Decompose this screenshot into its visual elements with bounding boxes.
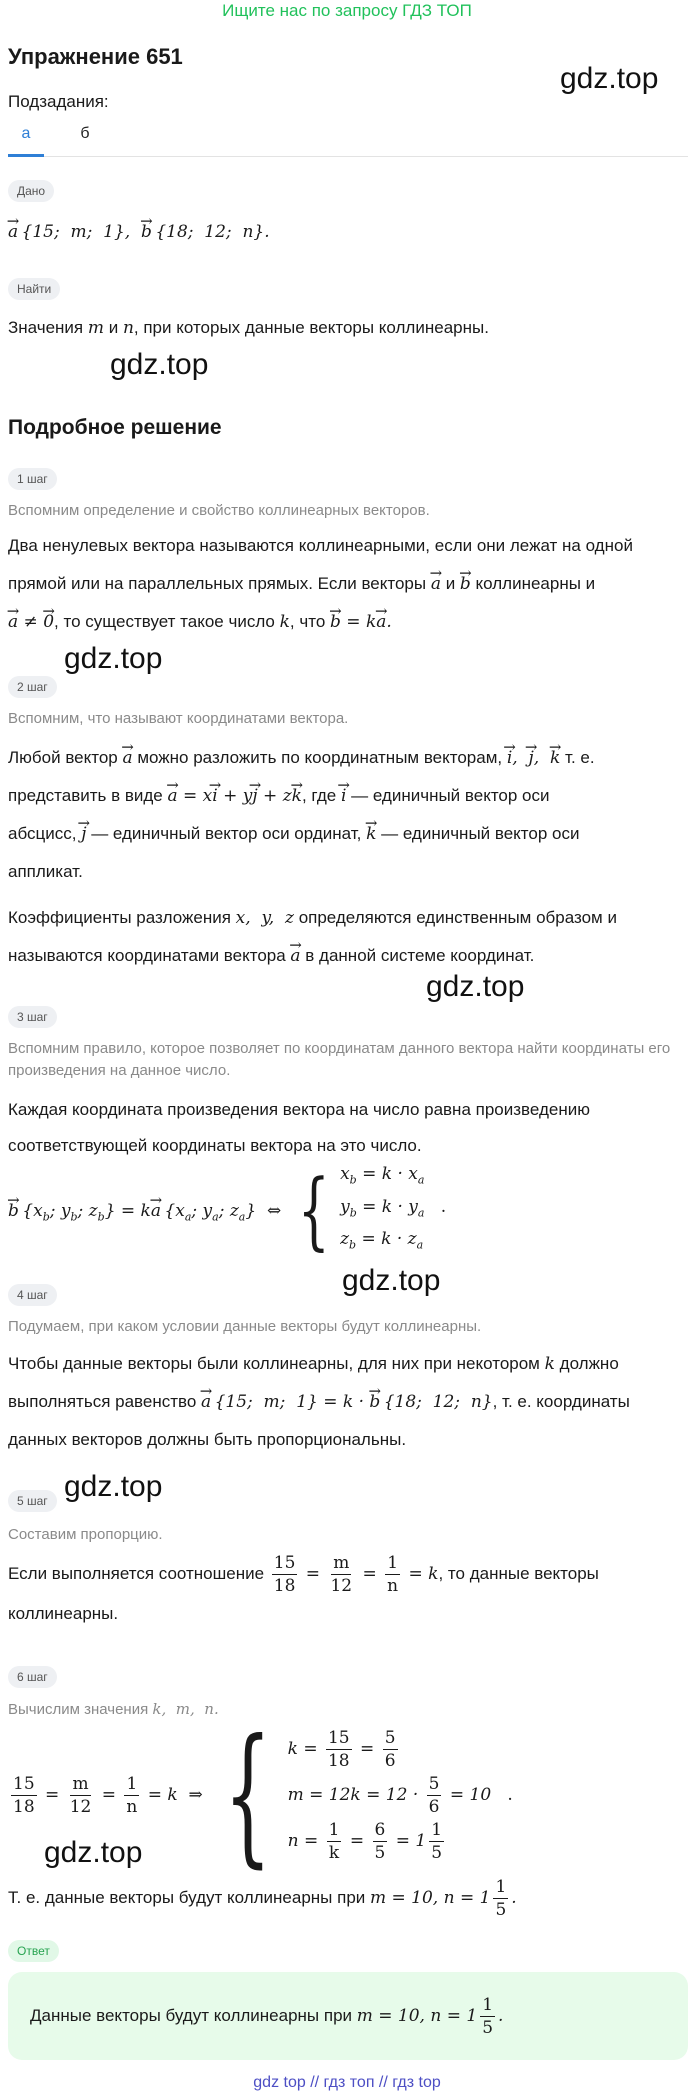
step-2-line-2: представить в виде → a = x→ i + y→ j + z→ k, где → i — единичный вектор оси xyxy=(8,778,688,814)
tab-a[interactable]: а xyxy=(8,124,44,157)
footer-links[interactable]: gdz top // гдз топ // гдз top xyxy=(253,2074,441,2091)
answer-text: Данные векторы будут коллинеарны при m = 10, n = 1 $\frac{1}{5}$ . xyxy=(30,1995,504,2038)
find-label: Найти xyxy=(8,278,60,300)
step-5-hint: Составим пропорцию. xyxy=(8,1526,163,1543)
step-3-formula: → b {$x_b$; $y_b$; $z_b\} = k\to a$ {$x_a$; $y_a$; $z_a$} ⇔ { $x_b = k \cdot x_a$ $y_b = k \cdot y_a$ . $z_b = k \cdot z_a$ xyxy=(8,1166,446,1254)
step-6-conclusion: Т. е. данные векторы будут коллинеарны при m = 10, n = 1 $\frac{1}{5}$ . xyxy=(8,1877,517,1920)
top-banner[interactable]: Ищите нас по запросу ГДЗ ТОП xyxy=(222,1,472,20)
step-6-formula: $\frac{15}{18}$ = $\frac{m}{12}$ = $\frac{1}{n}$ = k ⇒ { k = $\frac{15}{18}$ = $\frac{5}{6}$ m = 12k = 12 · $\frac{5}{6}$ = 10 . n = $\frac{1}{k}$ = $\frac{6}{5}$ = 1 $\frac{1}{5}$ xyxy=(13,1708,513,1882)
watermark: gdz.top xyxy=(110,348,209,381)
step-2-label: 2 шаг xyxy=(8,676,57,698)
page-title: Упражнение 651 xyxy=(8,44,183,69)
step-2-hint: Вспомним, что называют координатами вектора. xyxy=(8,710,349,727)
tab-b[interactable]: б xyxy=(80,125,90,142)
step-3-line-1: Каждая координата произведения вектора на число равна произведению xyxy=(8,1100,590,1119)
step-1-line-1: Два ненулевых вектора называются коллинеарными, если они лежат на одной xyxy=(8,536,633,555)
step-5-label: 5 шаг xyxy=(8,1490,57,1512)
step-2-line-5: Коэффициенты разложения x, y, z определяются единственным образом и xyxy=(8,908,617,928)
watermark: gdz.top xyxy=(44,1836,143,1869)
step-4-label: 4 шаг xyxy=(8,1284,57,1306)
watermark: gdz.top xyxy=(64,642,163,675)
watermark: gdz.top xyxy=(342,1264,441,1297)
step-6-label: 6 шаг xyxy=(8,1666,57,1688)
find-text: Значения m и n, при которых данные векторы коллинеарны. xyxy=(8,318,489,338)
step-4-line-2: выполняться равенство → a {15; m; 1} = k · → b {18; 12; n}, т. е. координаты xyxy=(8,1384,688,1420)
answer-box xyxy=(8,1972,688,2060)
step-1-hint: Вспомним определение и свойство коллинеарных векторов. xyxy=(8,502,430,519)
solution-title: Подробное решение xyxy=(8,416,222,439)
step-4-line-1: Чтобы данные векторы были коллинеарны, для них при некотором k должно xyxy=(8,1354,619,1374)
step-2-line-3: абсцисс, → j — единичный вектор оси ординат, → k — единичный вектор оси xyxy=(8,816,688,852)
subtasks-label: Подзадания: xyxy=(8,92,109,111)
step-2-line-4: аппликат. xyxy=(8,862,83,881)
step-3-hint: Вспомним правило, которое позволяет по координатам данного вектора найти координаты его произведения на данное число. xyxy=(8,1040,671,1079)
watermark: gdz.top xyxy=(426,970,525,1003)
answer-label: Ответ xyxy=(8,1940,59,1962)
step-2-line-6: называются координатами вектора → a в данной системе координат. xyxy=(8,938,688,974)
step-1-line-3: → a ≠ → 0, то существует такое число k, что → b = k→ a. xyxy=(8,604,688,640)
step-4-line-3: данных векторов должны быть пропорциональны. xyxy=(8,1430,407,1449)
step-1-line-2: прямой или на параллельных прямых. Если векторы → a и → b коллинеарны и xyxy=(8,566,688,602)
step-4-hint: Подумаем, при каком условии данные векторы будут коллинеарны. xyxy=(8,1318,482,1335)
watermark: gdz.top xyxy=(560,62,659,95)
step-5-line-1: Если выполняется соотношение $\frac{15}{18}$ = $\frac{m}{12}$ = $\frac{1}{n}$ = k, то данные векторы xyxy=(8,1553,599,1596)
watermark: gdz.top xyxy=(64,1470,163,1503)
given-label: Дано xyxy=(8,180,54,202)
step-5-line-2: коллинеарны. xyxy=(8,1604,119,1623)
step-6-hint: Вычислим значения k, m, n. xyxy=(8,1700,219,1718)
step-2-line-1: Любой вектор → a можно разложить по координатным векторам, → i, → j, → k т. е. xyxy=(8,740,688,776)
given-text: → a {15; m; 1}, → b {18; 12; n}. xyxy=(8,214,688,250)
step-3-line-2: соответствующей координаты вектора на это число. xyxy=(8,1136,422,1155)
subtask-tabs xyxy=(8,124,688,157)
step-1-label: 1 шаг xyxy=(8,468,57,490)
step-3-label: 3 шаг xyxy=(8,1006,57,1028)
